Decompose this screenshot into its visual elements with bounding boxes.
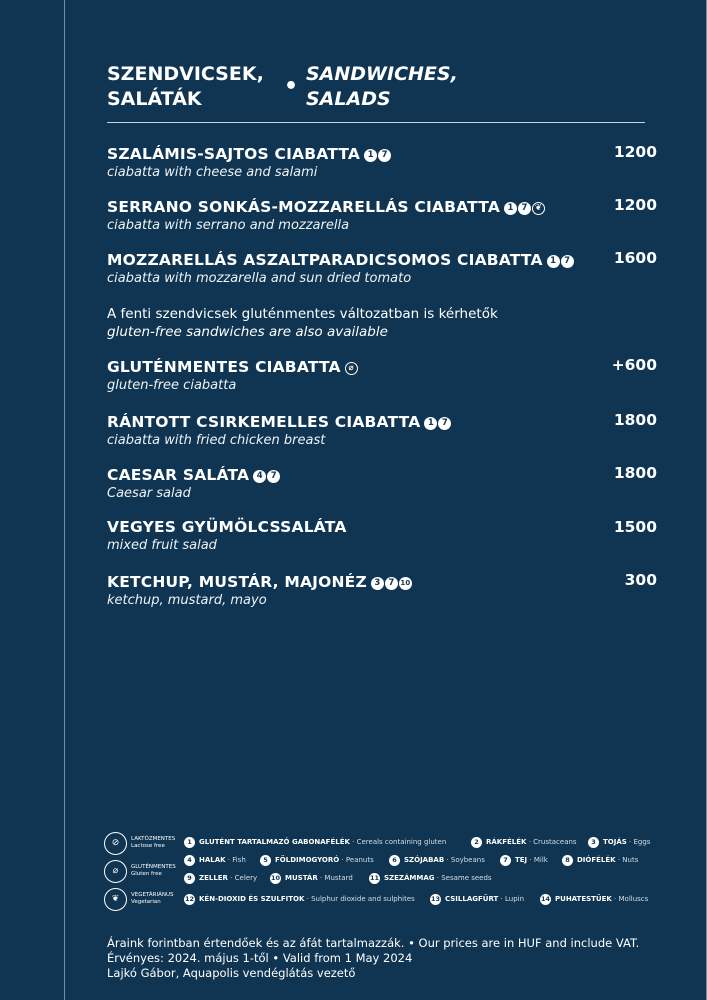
item-name [107, 410, 657, 432]
allergen-hu: PUHATESTŰEK [555, 895, 612, 903]
item-price: 1200 [613, 143, 657, 161]
diet-legend-text [131, 836, 183, 850]
allergen-badges [424, 410, 452, 430]
allergen-number: 12 [184, 894, 195, 903]
allergen-entry [184, 836, 446, 848]
note-english: gluten-free sandwiches are also available [107, 324, 388, 340]
menu-item [107, 248, 657, 287]
diet-legend-hu: GLUTÉNMENTES [131, 864, 176, 870]
item-price: 300 [624, 571, 657, 589]
allergen-en: Celery [234, 874, 258, 882]
allergen-number: 2 [471, 837, 482, 848]
allergen-entry [184, 854, 246, 866]
item-name-text: GLUTÉNMENTES CIABATTA [107, 358, 341, 376]
menu-item [107, 517, 657, 554]
lactose-free-icon: ⊘ [104, 832, 127, 855]
allergen-badges [253, 463, 281, 483]
allergen-badge: 7 [267, 470, 280, 483]
allergen-en: Fish [232, 856, 246, 864]
allergen-badge: 3 [371, 577, 384, 590]
allergen-hu: RÁKFÉLÉK [486, 838, 527, 846]
item-name [107, 142, 657, 164]
allergen-number: 6 [389, 855, 400, 866]
allergen-en: Peanuts [345, 856, 374, 864]
diet-legend-text [131, 892, 183, 906]
allergen-hu: ZELLER [199, 874, 228, 882]
allergen-en: Soybeans [450, 856, 485, 864]
allergen-en: Milk [533, 856, 548, 864]
diet-legend-hu: VEGETÁRIÁNUS [131, 892, 174, 898]
allergen-number: 14 [540, 894, 551, 903]
allergen-badges [547, 248, 575, 268]
menu-item [107, 570, 657, 609]
allergen-number: 11 [369, 873, 380, 882]
allergen-entry [500, 854, 548, 866]
allergen-hu: HALAK [199, 856, 226, 864]
allergen-badges [371, 570, 413, 590]
allergen-separator: · [527, 856, 534, 864]
item-english-name: mixed fruit salad [107, 538, 217, 553]
item-name-text: VEGYES GYÜMÖLCSSALÁTA [107, 518, 347, 536]
allergen-badge: 7 [561, 255, 574, 268]
item-english-name: gluten-free ciabatta [107, 378, 237, 393]
allergen-hu: SZEZÁMMAG [384, 874, 435, 882]
allergen-hu: MUSTÁR [285, 874, 318, 882]
item-name [107, 248, 657, 270]
allergen-en: Sesame seeds [441, 874, 492, 882]
allergen-hu: CSILLAGFÜRT [445, 895, 499, 903]
allergen-en: Mustard [324, 874, 353, 882]
allergen-separator: · [498, 895, 506, 903]
item-english-name: Caesar salad [107, 486, 191, 501]
allergen-separator: · [304, 895, 312, 903]
diet-legend-en: Lactose free [131, 843, 165, 849]
allergen-entry [184, 872, 257, 884]
allergen-entry [588, 836, 650, 848]
gluten-free-note [107, 305, 498, 341]
allergen-number: 7 [500, 855, 511, 866]
allergen-entry [471, 836, 577, 848]
footer-validity: Érvényes: 2024. május 1-től • Valid from 1 May 2024 [107, 951, 413, 965]
footer [107, 936, 639, 981]
allergen-badges [504, 195, 546, 215]
menu-item [107, 463, 657, 502]
allergen-separator: · [626, 838, 634, 846]
allergen-entry [540, 893, 648, 905]
allergen-badge: 4 [253, 470, 266, 483]
allergen-badge: 7 [438, 417, 451, 430]
item-price: 1500 [613, 518, 657, 536]
item-price: 1800 [613, 411, 657, 429]
allergen-separator: · [615, 856, 623, 864]
item-english-name: ketchup, mustard, mayo [107, 593, 267, 608]
heading-english: SANDWICHES, SALADS [306, 63, 458, 110]
allergen-hu: GLUTÉNT TARTALMAZÓ GABONAFÉLÉK [199, 838, 350, 846]
allergen-badges [345, 355, 359, 375]
allergen-separator: · [611, 895, 619, 903]
allergen-separator: · [339, 856, 346, 864]
allergen-badge: 1 [547, 255, 560, 268]
item-price: 1200 [613, 196, 657, 214]
allergen-badge: 1 [424, 417, 437, 430]
allergen-badge: 7 [518, 202, 531, 215]
allergen-entry [430, 893, 524, 905]
item-english-name: ciabatta with mozzarella and sun dried tomato [107, 271, 412, 286]
item-name-text: MOZZARELLÁS ASZALTPARADICSOMOS CIABATTA [107, 251, 543, 269]
allergen-en: Cereals containing gluten [356, 838, 447, 846]
allergen-en: Molluscs [618, 895, 649, 903]
item-name-text: RÁNTOTT CSIRKEMELLES CIABATTA [107, 413, 421, 431]
allergen-en: Lupin [505, 895, 525, 903]
allergen-badge: 7 [378, 149, 391, 162]
menu-item [107, 355, 657, 394]
leaf-icon: ❦ [532, 202, 545, 215]
diet-legend-hu: LAKTÓZMENTES [131, 836, 176, 842]
diet-legend-en: Vegetarian [131, 899, 161, 905]
heading-divider [107, 122, 645, 123]
allergen-separator: · [349, 838, 357, 846]
item-name-text: SZALÁMIS-SAJTOS CIABATTA [107, 145, 361, 163]
note-hungarian: A fenti szendvicsek gluténmentes változatban is kérhetők [107, 306, 498, 322]
menu-item [107, 410, 657, 449]
allergen-separator: · [444, 856, 451, 864]
footer-vat-note: Áraink forintban értendőek és az áfát tartalmazzák. • Our prices are in HUF and include VAT. [107, 936, 640, 950]
allergen-entry [369, 872, 492, 884]
allergen-separator: · [225, 856, 233, 864]
allergen-hu: SZÓJABAB [404, 856, 445, 864]
diet-legend-text [131, 864, 183, 878]
item-name [107, 463, 657, 485]
allergen-entry [270, 872, 353, 884]
item-name [107, 517, 657, 537]
allergen-entry [389, 854, 485, 866]
allergen-badges [364, 142, 392, 162]
item-english-name: ciabatta with fried chicken breast [107, 433, 326, 448]
gluten-free-icon: ⌀ [104, 860, 127, 883]
allergen-hu: DIÓFÉLÉK [577, 856, 616, 864]
allergen-hu: TEJ [515, 856, 528, 864]
heading-hungarian: SZENDVICSEK, SALÁTÁK [107, 63, 264, 110]
item-name [107, 570, 657, 592]
item-name-text: SERRANO SONKÁS-MOZZARELLÁS CIABATTA [107, 198, 501, 216]
item-price: 1800 [613, 464, 657, 482]
allergen-separator: · [526, 838, 534, 846]
allergen-en: Crustaceans [533, 838, 577, 846]
item-english-name: ciabatta with serrano and mozzarella [107, 218, 350, 233]
allergen-number: 9 [184, 873, 195, 884]
menu-item [107, 142, 657, 181]
allergen-number: 8 [562, 855, 573, 866]
allergen-hu: TOJÁS [603, 838, 627, 846]
allergen-badge: 7 [385, 577, 398, 590]
allergen-badge: 10 [399, 577, 412, 590]
allergen-separator: · [227, 874, 235, 882]
menu-item [107, 195, 657, 234]
allergen-entry [562, 854, 638, 866]
item-price: 1600 [613, 249, 657, 267]
allergen-number: 1 [184, 837, 195, 848]
allergen-separator: · [434, 874, 442, 882]
allergen-hu: KÉN-DIOXID ÉS SZULFITOK [199, 895, 305, 903]
item-name-text: KETCHUP, MUSTÁR, MAJONÉZ [107, 573, 367, 591]
item-english-name: ciabatta with cheese and salami [107, 165, 318, 180]
allergen-entry [184, 893, 415, 905]
left-border-line [64, 0, 65, 1000]
allergen-number: 4 [184, 855, 195, 866]
allergen-hu: FÖLDIMOGYORÓ [275, 856, 340, 864]
heading-bullet: • [284, 74, 299, 99]
diet-legend-en: Gluten free [131, 871, 162, 877]
allergen-badge: 1 [364, 149, 377, 162]
allergen-entry [260, 854, 374, 866]
vegetarian-icon: ❦ [104, 888, 127, 911]
allergen-number: 13 [430, 894, 441, 903]
item-name [107, 355, 657, 377]
allergen-en: Nuts [622, 856, 639, 864]
allergen-en: Sulphur dioxide and sulphites [311, 895, 415, 903]
item-name-text: CAESAR SALÁTA [107, 466, 250, 484]
allergen-number: 3 [588, 837, 599, 848]
allergen-number: 5 [260, 855, 271, 866]
gluten-free-icon: ⌀ [345, 362, 358, 375]
item-price: +600 [611, 356, 657, 374]
allergen-number: 10 [270, 873, 281, 882]
footer-signature: Lajkó Gábor, Aquapolis vendéglátás vezető [107, 966, 356, 980]
item-name [107, 195, 657, 217]
allergen-en: Eggs [633, 838, 651, 846]
allergen-separator: · [317, 874, 325, 882]
allergen-badge: 1 [504, 202, 517, 215]
